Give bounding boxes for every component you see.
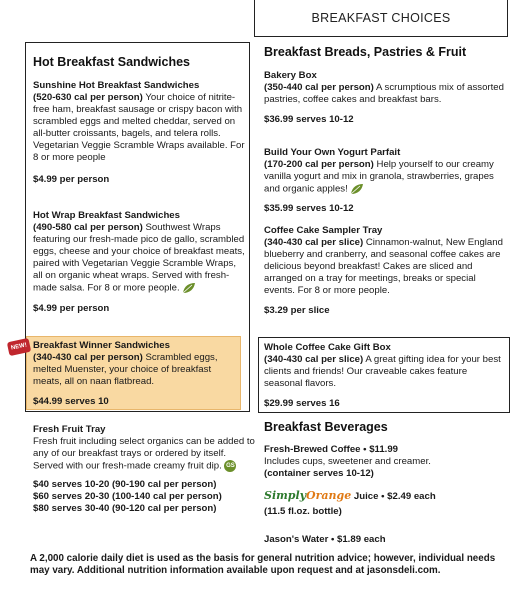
item-name: Breakfast Winner Sandwiches bbox=[33, 340, 170, 351]
item-calories: (340-430 cal per person) bbox=[33, 352, 143, 363]
item-price: $3.29 per slice bbox=[264, 305, 330, 316]
item-serves: (container serves 10-12) bbox=[264, 468, 374, 479]
menu-item-winner bbox=[33, 340, 239, 408]
item-calories: (350-440 cal per person) bbox=[264, 82, 374, 93]
breads-title: Breakfast Breads, Pastries & Fruit bbox=[264, 45, 467, 59]
menu-item-giftbox bbox=[264, 342, 506, 410]
item-description: Cinnamon-walnut, New England blueberry and cranberry, and seasonal coffee cakes are delicious beyond breakfast! Cakes are sliced and arranged on a tray for meetings, breaks or special events. For 8 or more people. bbox=[264, 237, 503, 296]
item-calories: (340-430 cal per slice) bbox=[264, 354, 364, 365]
gluten-sensitive-icon: GS bbox=[224, 460, 236, 472]
item-price: $2.49 each bbox=[387, 491, 436, 502]
item-price: $35.99 serves 10-12 bbox=[264, 202, 354, 214]
menu-item-water: Jason's Water • $1.89 each bbox=[264, 534, 386, 545]
menu-item-coffee: Fresh-Brewed Coffee • $11.99 Includes cups, sweetener and creamer. (container serves 10-12) bbox=[264, 444, 508, 480]
item-price: $11.99 bbox=[369, 444, 399, 455]
price-1: $40 serves 10-20 (90-190 cal per person) bbox=[33, 478, 217, 490]
new-badge: NEW! bbox=[7, 338, 31, 356]
item-calories: (340-430 cal per slice) bbox=[264, 237, 364, 248]
organic-leaf-icon bbox=[182, 282, 196, 294]
item-name: Build Your Own Yogurt Parfait bbox=[264, 147, 401, 158]
item-description: Scrambled eggs, melted Muenster, your choice of breakfast meats, all on naan flatbread. bbox=[33, 352, 218, 387]
item-price: $44.99 serves 10 bbox=[33, 396, 109, 407]
item-calories: (490-580 cal per person) bbox=[33, 222, 143, 233]
price-2: $60 serves 20-30 (100-140 cal per person) bbox=[33, 490, 222, 502]
hot-sandwiches-title: Hot Breakfast Sandwiches bbox=[33, 55, 190, 69]
item-calories: (170-200 cal per person) bbox=[264, 159, 374, 170]
item-price: $29.99 serves 16 bbox=[264, 398, 340, 409]
item-price: $1.89 each bbox=[337, 534, 386, 545]
menu-item-coffeecake bbox=[264, 225, 508, 317]
menu-item-parfait bbox=[264, 147, 508, 215]
item-name: Coffee Cake Sampler Tray bbox=[264, 225, 383, 236]
menu-item-sunshine bbox=[33, 80, 245, 186]
item-name: Fresh-Brewed Coffee bbox=[264, 444, 361, 455]
section-header-title: BREAKFAST CHOICES bbox=[311, 11, 451, 25]
item-name: Juice bbox=[353, 491, 379, 502]
item-name: Bakery Box bbox=[264, 70, 317, 81]
simply-orange-logo: SimplyOrange bbox=[264, 489, 352, 502]
item-description: A great gifting idea for your best clients and friends! Our craveable cakes feature seasonal flavors. bbox=[264, 354, 501, 389]
item-description: A scrumptious mix of assorted pastries, coffee cakes and breakfast bars. bbox=[264, 82, 504, 105]
organic-leaf-icon bbox=[350, 183, 364, 195]
item-name: Jason's Water bbox=[264, 534, 329, 545]
menu-item-juice: SimplyOrange Juice • $2.49 each (11.5 fl.oz. bottle) bbox=[264, 490, 508, 518]
item-description: Help yourself to our creamy vanilla yogurt and mix in granola, strawberries, grapes and organic apples! bbox=[264, 159, 494, 195]
item-description: Fresh fruit including select organics can be added to any of our breakfast trays or ordered by itself. Served with our fresh-made creamy fruit dip. bbox=[33, 436, 255, 472]
item-price: $4.99 per person bbox=[33, 174, 110, 185]
item-name: Sunshine Hot Breakfast Sandwiches bbox=[33, 80, 200, 91]
nutrition-disclaimer: A 2,000 calorie daily diet is used as the basis for general nutrition advice; however, individual needs may vary. Additional nutrition information available upon request and at jasonsdeli.com. bbox=[30, 553, 496, 576]
item-description: Your choice of nitrite-free ham, breakfast sausage or crispy bacon with scrambled eggs and melted cheddar, served on all-butter croissants, bagels, and telera rolls. Vegetarian Veggie Scramble Wraps available. For 8 or more people bbox=[33, 92, 245, 163]
item-size: (11.5 fl.oz. bottle) bbox=[264, 506, 342, 517]
item-name: Whole Coffee Cake Gift Box bbox=[264, 342, 391, 353]
item-price: $36.99 serves 10-12 bbox=[264, 114, 354, 125]
menu-item-fruit bbox=[33, 424, 255, 515]
section-header bbox=[254, 0, 508, 37]
beverages-title: Breakfast Beverages bbox=[264, 420, 388, 434]
menu-item-wrap bbox=[33, 210, 245, 315]
menu-item-bakery bbox=[264, 70, 504, 126]
item-description: Southwest Wraps featuring our fresh-made pico de gallo, scrambled eggs, cheese and your choice of breakfast meats, paired with Vegetarian Veggie Scramble Wraps, all on organic wheat wraps. Served with fresh-made salsa. For 8 or more people. bbox=[33, 222, 245, 294]
item-name: Hot Wrap Breakfast Sandwiches bbox=[33, 210, 180, 221]
item-name: Fresh Fruit Tray bbox=[33, 424, 106, 435]
item-description: Includes cups, sweetener and creamer. bbox=[264, 456, 431, 467]
item-calories: (520-630 cal per person) bbox=[33, 92, 143, 103]
item-price: $4.99 per person bbox=[33, 302, 110, 314]
price-3: $80 serves 30-40 (90-120 cal per person) bbox=[33, 502, 217, 514]
